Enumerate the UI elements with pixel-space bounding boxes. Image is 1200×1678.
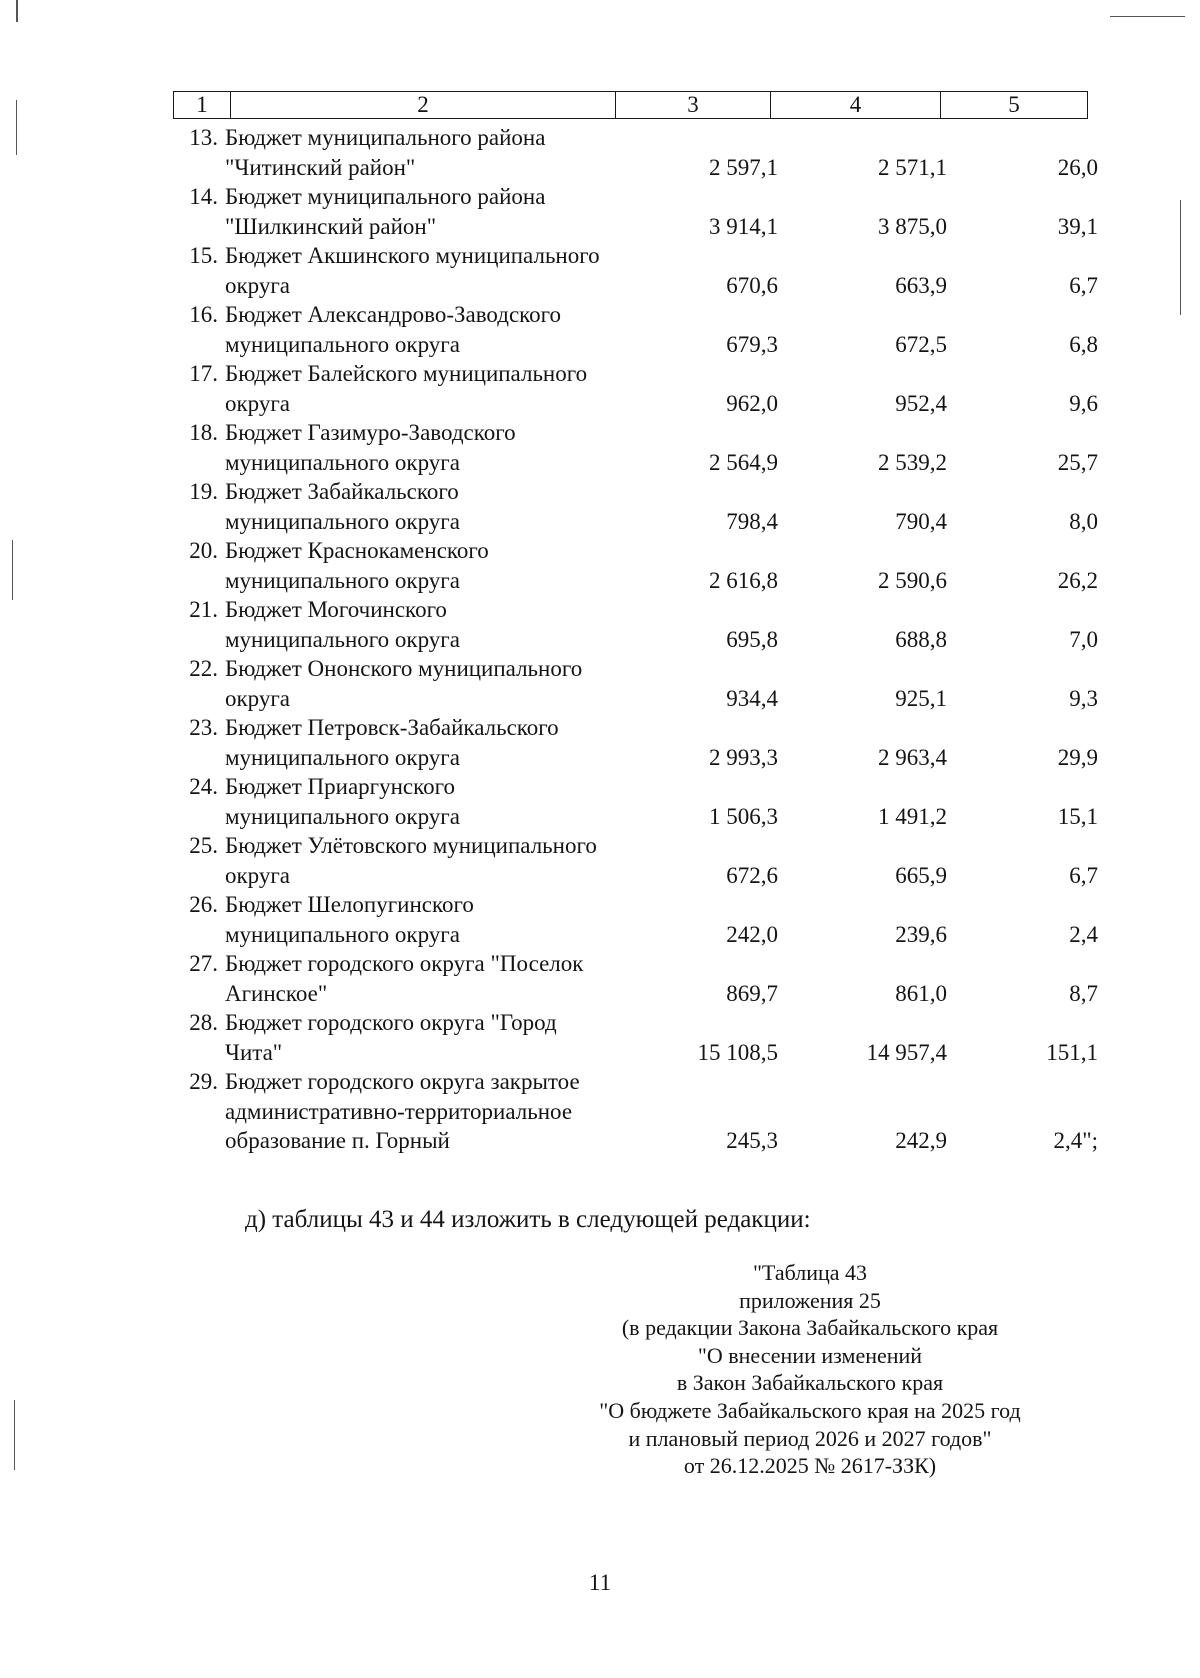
table-body bbox=[173, 123, 1098, 1156]
value-col-4: 790,4 bbox=[895, 508, 947, 534]
value-col-4: 3 875,0 bbox=[878, 213, 947, 239]
value-col-4: 2 963,4 bbox=[878, 744, 947, 770]
table-row bbox=[173, 890, 1098, 949]
value-col-3: 2 597,1 bbox=[709, 154, 778, 180]
row-number: 13. bbox=[189, 125, 218, 150]
value-col-4: 688,8 bbox=[895, 626, 947, 652]
scan-artifact bbox=[12, 540, 13, 600]
value-col-5: 8,7 bbox=[1069, 980, 1098, 1006]
row-number: 26. bbox=[189, 892, 218, 917]
column-header-2: 2 bbox=[231, 92, 616, 118]
budget-name: Бюджет городского округа "Город Чита" bbox=[225, 1010, 557, 1065]
table-row bbox=[173, 949, 1098, 1008]
value-col-4: 672,5 bbox=[895, 331, 947, 357]
budget-name: Бюджет Забайкальского муниципального округа bbox=[225, 479, 460, 534]
value-col-4: 1 491,2 bbox=[878, 803, 947, 829]
table-row bbox=[173, 1067, 1098, 1156]
budget-name: Бюджет Улётовского муниципального округа bbox=[225, 833, 597, 888]
row-number: 16. bbox=[189, 302, 218, 327]
value-col-3: 672,6 bbox=[726, 862, 778, 888]
table-row bbox=[173, 1008, 1098, 1067]
budget-name: Бюджет Петровск-Забайкальского муниципального округа bbox=[225, 715, 559, 770]
budget-name: Бюджет Приаргунского муниципального округа bbox=[225, 774, 460, 829]
row-number: 18. bbox=[189, 420, 218, 445]
budget-name: Бюджет Газимуро-Заводского муниципального округа bbox=[225, 420, 516, 475]
note-line: и плановый период 2026 и 2027 годов" bbox=[628, 1425, 992, 1451]
value-col-3: 1 506,3 bbox=[709, 803, 778, 829]
value-col-5: 6,7 bbox=[1069, 862, 1098, 888]
table-header-row bbox=[173, 91, 1088, 119]
column-header-1: 1 bbox=[174, 92, 231, 118]
row-number: 25. bbox=[189, 833, 218, 858]
row-number: 15. bbox=[189, 243, 218, 268]
column-header-4: 4 bbox=[771, 92, 941, 118]
value-col-4: 663,9 bbox=[895, 272, 947, 298]
value-col-5: 6,8 bbox=[1069, 331, 1098, 357]
table-row bbox=[173, 300, 1098, 359]
table-row bbox=[173, 713, 1098, 772]
value-col-4: 2 571,1 bbox=[878, 154, 947, 180]
budget-name: Бюджет муниципального района "Читинский район" bbox=[225, 125, 546, 180]
value-col-3: 2 564,9 bbox=[709, 449, 778, 475]
budget-name: Бюджет Ононского муниципального округа bbox=[225, 656, 583, 711]
row-number: 23. bbox=[189, 715, 218, 740]
value-col-5: 151,1 bbox=[1046, 1039, 1098, 1065]
budget-name: Бюджет Могочинского муниципального округа bbox=[225, 597, 460, 652]
budget-name: Бюджет Акшинского муниципального округа bbox=[225, 243, 600, 298]
value-col-4: 861,0 bbox=[895, 980, 947, 1006]
value-col-4: 925,1 bbox=[895, 685, 947, 711]
row-number: 28. bbox=[189, 1010, 218, 1035]
note-line: "О бюджете Забайкальского края на 2025 год bbox=[599, 1397, 1021, 1423]
row-number: 20. bbox=[189, 538, 218, 563]
row-number: 22. bbox=[189, 656, 218, 681]
value-col-4: 665,9 bbox=[895, 862, 947, 888]
column-header-3: 3 bbox=[616, 92, 771, 118]
value-col-3: 679,3 bbox=[726, 331, 778, 357]
value-col-5: 6,7 bbox=[1069, 272, 1098, 298]
note-line: от 26.12.2025 № 2617-ЗЗК) bbox=[683, 1453, 937, 1479]
row-number: 14. bbox=[189, 184, 218, 209]
scan-artifact bbox=[16, 0, 18, 22]
table-row bbox=[173, 831, 1098, 890]
amendment-instruction: д) таблицы 43 и 44 изложить в следующей редакции: bbox=[245, 1206, 811, 1233]
note-line: приложения 25 bbox=[739, 1287, 881, 1313]
scan-artifact bbox=[1110, 16, 1185, 17]
table-row bbox=[173, 477, 1098, 536]
value-col-4: 2 590,6 bbox=[878, 567, 947, 593]
value-col-3: 2 993,3 bbox=[709, 744, 778, 770]
table-row bbox=[173, 241, 1098, 300]
budget-name: Бюджет муниципального района "Шилкинский район" bbox=[225, 184, 546, 239]
value-col-3: 15 108,5 bbox=[697, 1039, 778, 1065]
value-col-3: 869,7 bbox=[726, 980, 778, 1006]
value-col-3: 245,3 bbox=[726, 1128, 778, 1153]
table-row bbox=[173, 418, 1098, 477]
row-number: 27. bbox=[189, 951, 218, 976]
value-col-3: 242,0 bbox=[726, 921, 778, 947]
value-col-3: 695,8 bbox=[726, 626, 778, 652]
value-col-3: 934,4 bbox=[726, 685, 778, 711]
value-col-5: 26,0 bbox=[1057, 154, 1098, 180]
value-col-5: 39,1 bbox=[1057, 213, 1098, 239]
value-col-5: 25,7 bbox=[1057, 449, 1098, 475]
table-row bbox=[173, 772, 1098, 831]
scan-artifact bbox=[16, 100, 17, 155]
value-col-5: 9,3 bbox=[1069, 685, 1098, 711]
note-line: "Таблица 43 bbox=[752, 1260, 868, 1285]
value-col-3: 670,6 bbox=[726, 272, 778, 298]
value-col-4: 2 539,2 bbox=[878, 449, 947, 475]
value-col-5: 2,4"; bbox=[1053, 1128, 1098, 1153]
table-row bbox=[173, 595, 1098, 654]
page-number: 11 bbox=[588, 1570, 612, 1595]
value-col-3: 2 616,8 bbox=[709, 567, 778, 593]
table-row bbox=[173, 359, 1098, 418]
budget-name: Бюджет Александрово-Заводского муниципального округа bbox=[225, 302, 562, 357]
value-col-4: 14 957,4 bbox=[866, 1039, 947, 1065]
value-col-5: 29,9 bbox=[1057, 744, 1098, 770]
note-line: "О внесении изменений bbox=[697, 1342, 923, 1368]
column-header-5: 5 bbox=[1008, 92, 1020, 117]
budget-name: Бюджет Балейского муниципального округа bbox=[225, 361, 588, 416]
value-col-5: 9,6 bbox=[1069, 390, 1098, 416]
budget-name: Бюджет городского округа "Поселок Агинское" bbox=[225, 951, 584, 1006]
budget-name: Бюджет Краснокаменского муниципального округа bbox=[225, 538, 489, 593]
budget-name: Бюджет Шелопугинского муниципального округа bbox=[225, 892, 474, 947]
value-col-5: 26,2 bbox=[1057, 567, 1098, 593]
value-col-5: 15,1 bbox=[1057, 803, 1098, 829]
row-number: 17. bbox=[189, 361, 218, 386]
value-col-4: 239,6 bbox=[895, 921, 947, 947]
row-number: 24. bbox=[189, 774, 218, 799]
value-col-5: 7,0 bbox=[1069, 626, 1098, 652]
value-col-4: 242,9 bbox=[895, 1128, 947, 1153]
scan-artifact bbox=[1180, 200, 1181, 315]
note-line: в Закон Забайкальского края bbox=[676, 1370, 944, 1396]
scan-artifact bbox=[14, 1400, 15, 1470]
table-reference-note bbox=[560, 1259, 1060, 1480]
note-line: (в редакции Закона Забайкальского края bbox=[621, 1315, 999, 1341]
table-row bbox=[173, 182, 1098, 241]
row-number: 19. bbox=[189, 479, 218, 504]
value-col-5: 8,0 bbox=[1069, 508, 1098, 534]
value-col-5: 2,4 bbox=[1069, 921, 1098, 947]
table-row bbox=[173, 536, 1098, 595]
value-col-3: 962,0 bbox=[726, 390, 778, 416]
value-col-3: 798,4 bbox=[726, 508, 778, 534]
row-number: 21. bbox=[189, 597, 218, 622]
value-col-3: 3 914,1 bbox=[709, 213, 778, 239]
value-col-4: 952,4 bbox=[895, 390, 947, 416]
budget-name: Бюджет городского округа закрытое административно-территориальное образование п. Горный bbox=[225, 1069, 580, 1153]
table-row bbox=[173, 654, 1098, 713]
table-row bbox=[173, 123, 1098, 182]
row-number: 29. bbox=[189, 1069, 218, 1094]
